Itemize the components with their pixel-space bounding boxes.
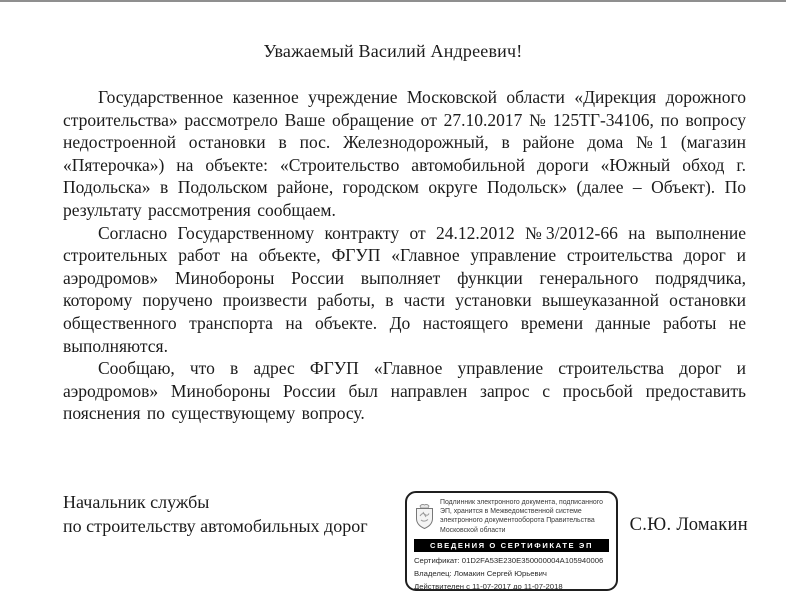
salutation: Уважаемый Василий Андреевич! bbox=[263, 41, 523, 61]
signer-position bbox=[63, 491, 368, 538]
signer-position-line2: по строительству автомобильных дорог bbox=[63, 515, 368, 536]
signer-name: С.Ю. Ломакин bbox=[629, 515, 748, 535]
page-top-border bbox=[0, 0, 786, 2]
paragraph-1: Государственное казенное учреждение Московской области «Дирекция дорожного строительства» рассмотрело Ваше обращение от 27.10.2017 № 125ТГ-34106, по вопросу недостроенной остановки в пос. Железнодорожный, в районе дома №1 (магазин «Пятерочка») на объекте: «Строительство автомобильной дороги «Южный обход г. Подольска» в Подольском районе, городском округе Подольск» (далее – Объект). По результату рассмотрения сообщаем. bbox=[63, 87, 746, 220]
certificate-number: Сертификат: 01D2FA53E230E350000004A105940006 bbox=[414, 556, 604, 566]
digital-signature-stamp bbox=[405, 491, 618, 591]
certificate-owner: Владелец: Ломакин Сергей Юрьевич bbox=[414, 568, 547, 578]
stamp-header bbox=[414, 498, 609, 535]
paragraph-3: Сообщаю, что в адрес ФГУП «Главное управление строительства дорог и аэродромов» Минобороны России был направлен запрос с просьбой предоставить пояснения по существующему вопросу. bbox=[63, 358, 746, 424]
moscow-oblast-coat-of-arms-icon bbox=[414, 503, 435, 530]
certificate-validity: Действителен с 11-07-2017 до 11-07-2018 bbox=[414, 581, 563, 591]
stamp-header-text: Подлинник электронного документа, подписанного ЭП, хранится в Межведомственной системе электронного документооборота Правительства Московской области bbox=[440, 499, 603, 534]
paragraph-2: Согласно Государственному контракту от 24.12.2012 №3/2012-66 на выполнение строительных работ на объекте, ФГУП «Главное управление строительства дорог и аэродромов» Минобороны России выполняет функции генерального подрядчика, которому поручено произвести работы, в части установки вышеуказанной остановки общественного транспорта на объекте. До настоящего времени данные работы не выполняются. bbox=[63, 222, 746, 356]
letter-body bbox=[63, 86, 746, 425]
stamp-certificate-info bbox=[414, 555, 609, 593]
signer-position-line1: Начальник службы bbox=[63, 492, 210, 512]
stamp-certificate-bar: СВЕДЕНИЯ О СЕРТИФИКАТЕ ЭП bbox=[414, 539, 609, 553]
